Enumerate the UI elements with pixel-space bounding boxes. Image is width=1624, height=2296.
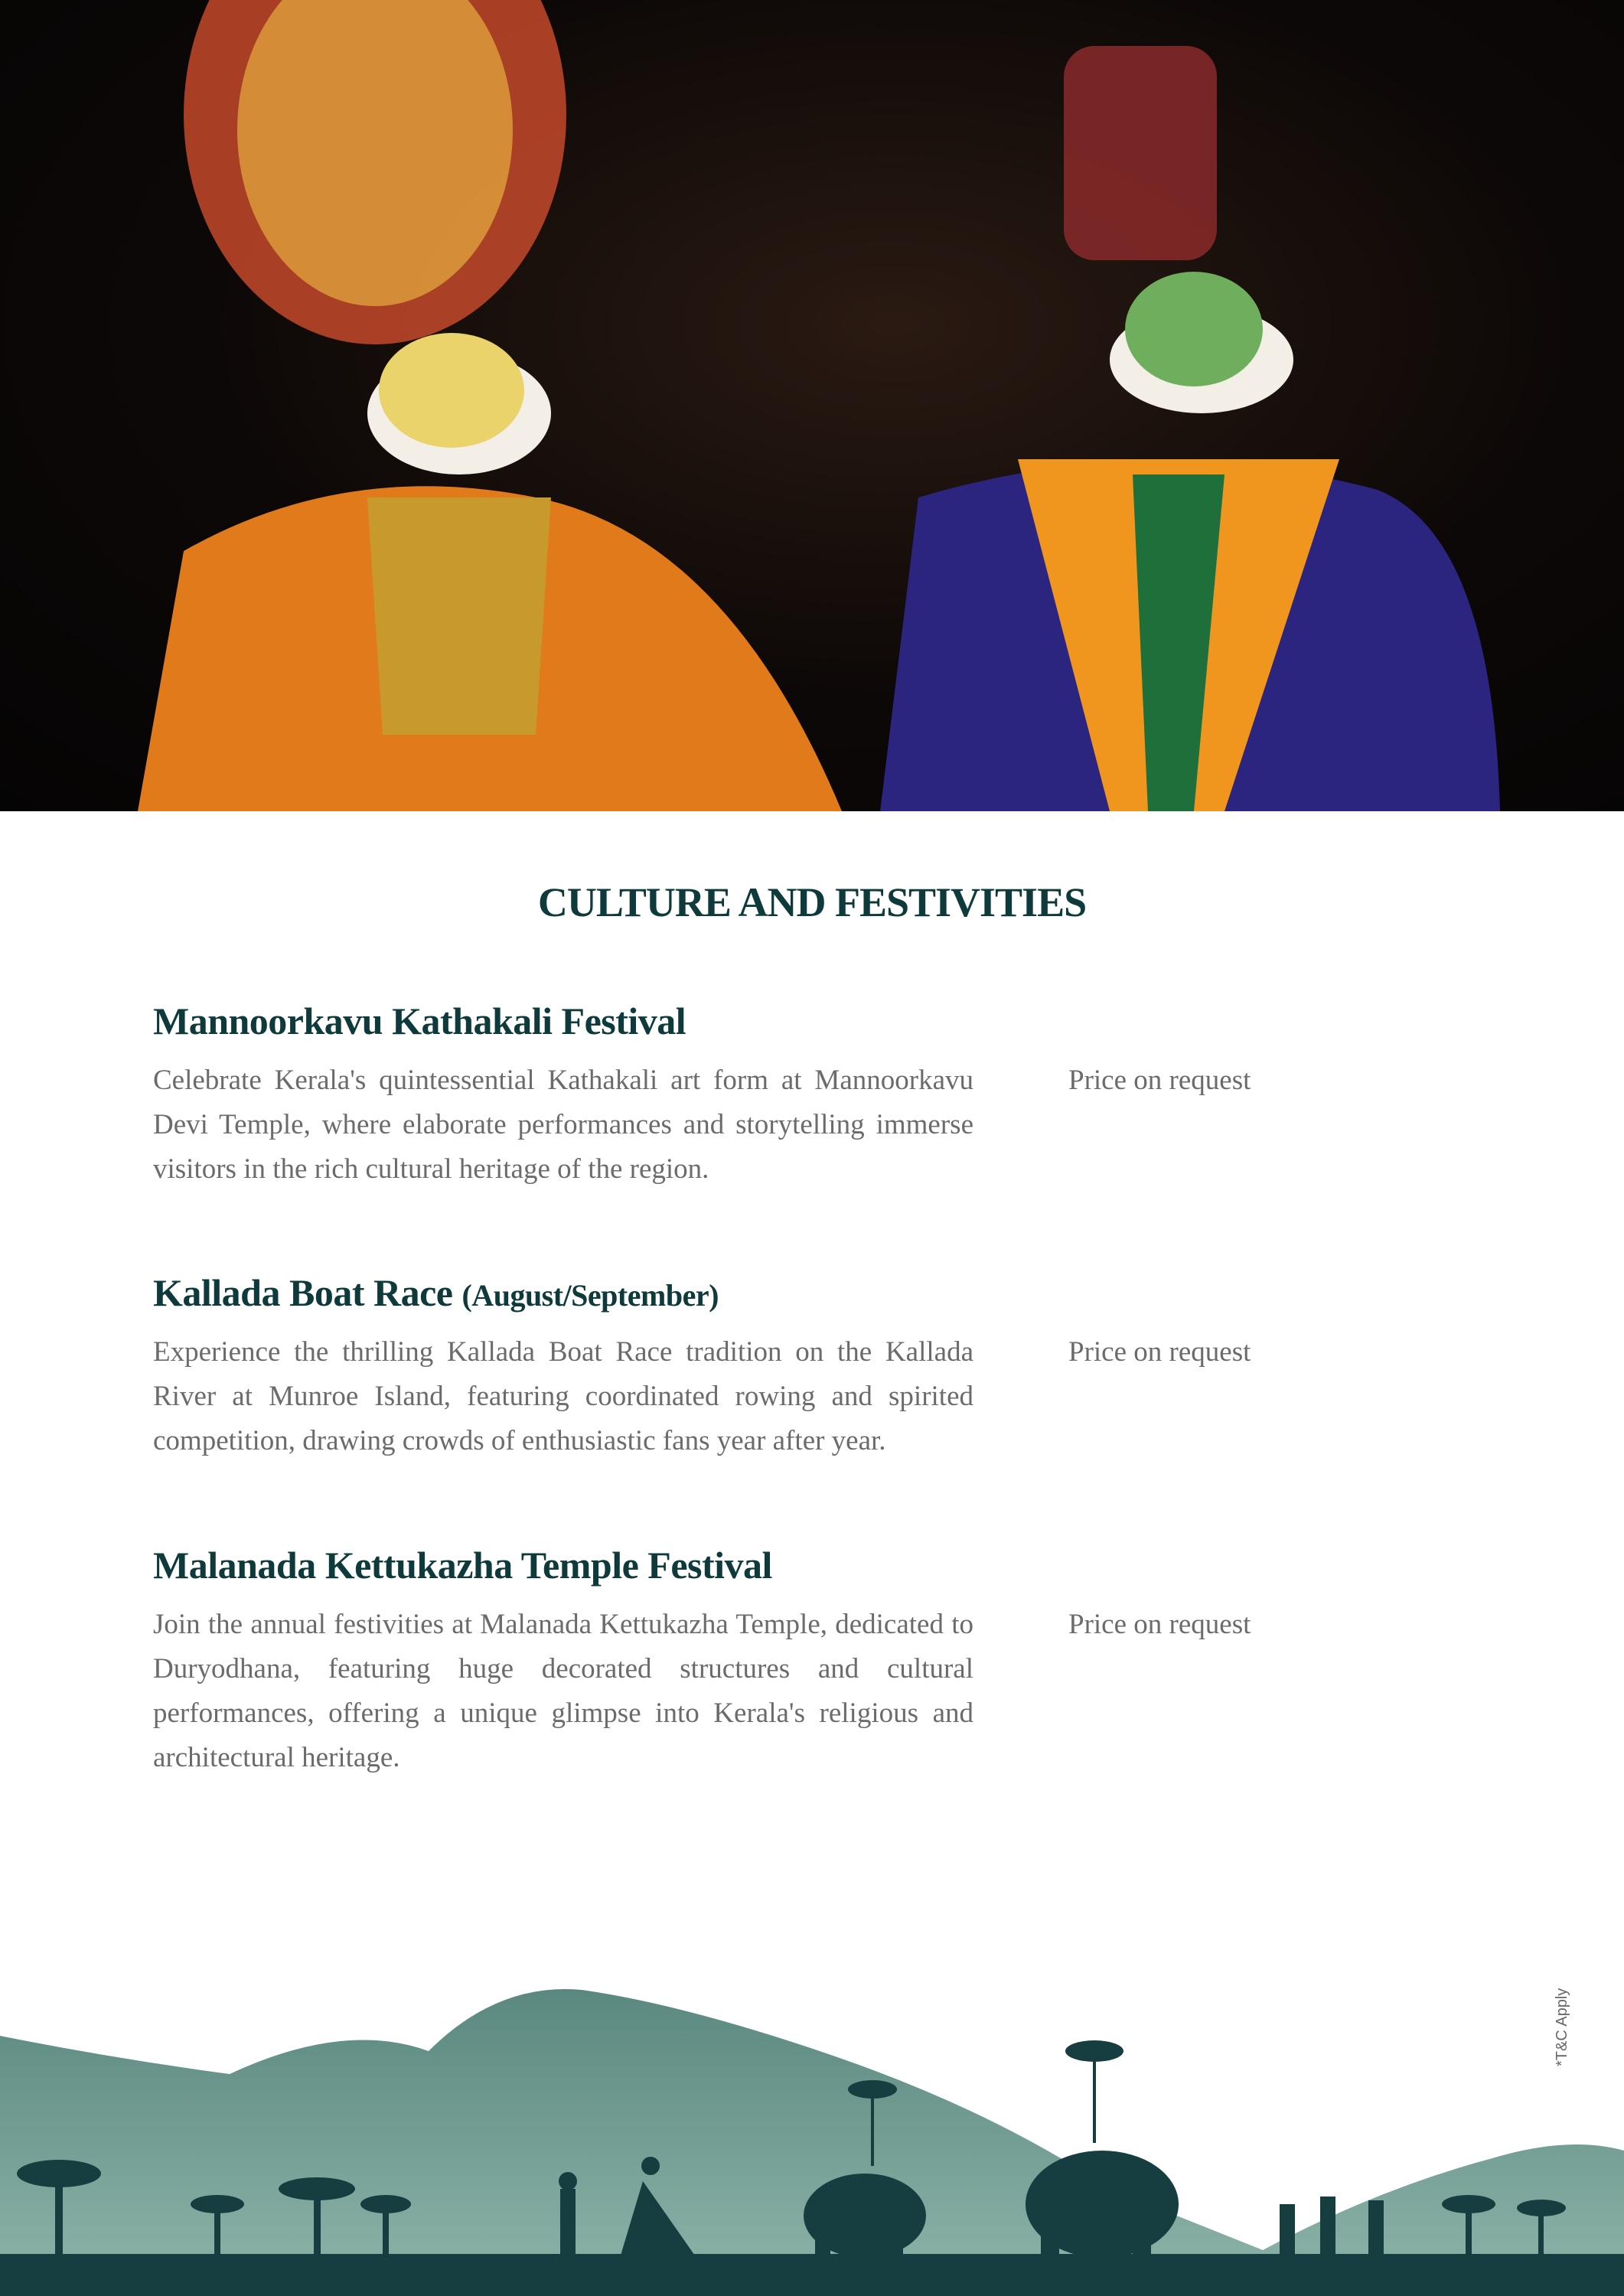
- section-title: CULTURE AND FESTIVITIES: [537, 879, 1087, 925]
- festival-description: Join the annual festivities at Malanada Kettukazha Temple, dedicated to Duryodhana, featuring huge decorated structures and cultural performances, offering a unique glimpse into Kerala's religious and architectural heritage.: [153, 1609, 973, 1773]
- festival-item: [153, 1270, 1469, 1456]
- terms-note: *T&C Apply: [1554, 1988, 1570, 2066]
- festival-item: [153, 999, 1469, 1185]
- festival-price: Price on request: [1068, 1336, 1251, 1368]
- festival-title: Malanada Kettukazha Temple Festival: [153, 1544, 772, 1587]
- festival-item: [153, 1543, 1469, 1773]
- festival-subtitle: (August/September): [461, 1278, 719, 1313]
- kerala-landscape-silhouette: [0, 1959, 1624, 2296]
- festival-title: Mannoorkavu Kathakali Festival: [153, 1000, 686, 1042]
- festival-price: Price on request: [1068, 1609, 1251, 1640]
- festival-description: Celebrate Kerala's quintessential Kathakali art form at Mannoorkavu Devi Temple, where elaborate performances and storytelling immerse visitors in the rich cultural heritage of the region.: [153, 1065, 973, 1185]
- festival-title: Kallada Boat Race (August/September): [153, 1271, 719, 1314]
- hero-photo-kathakali: [0, 0, 1624, 811]
- kathakali-illustration: [0, 0, 1624, 811]
- festival-description: Experience the thrilling Kallada Boat Race tradition on the Kallada River at Munroe Island, featuring coordinated rowing and spirited competition, drawing crowds of enthusiastic fans year after year.: [153, 1336, 973, 1456]
- festival-price: Price on request: [1068, 1065, 1251, 1096]
